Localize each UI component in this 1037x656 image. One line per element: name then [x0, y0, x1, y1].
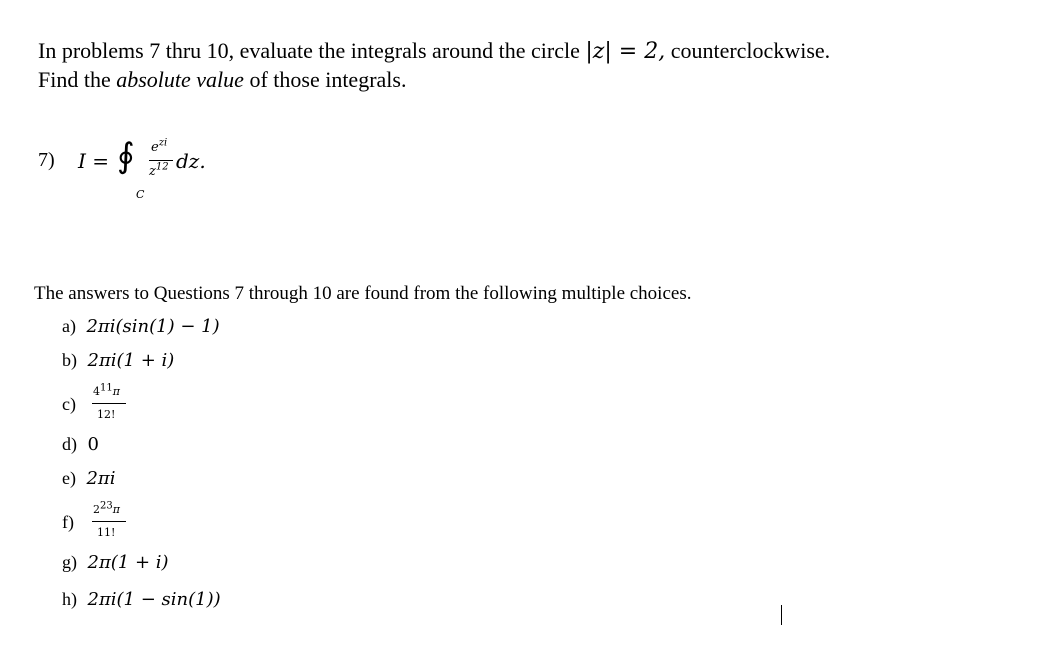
choice-g [62, 552, 169, 573]
choice-numerator: 223π [93, 500, 120, 516]
integral-lhs: I = [78, 149, 110, 173]
choice-letter: h) [62, 589, 77, 609]
instruction-line-1 [38, 38, 830, 65]
fraction-bar [92, 521, 126, 522]
fraction-bar [92, 403, 126, 404]
instruction-line-2 [38, 67, 406, 93]
denominator-exponent: 12 [155, 161, 169, 173]
differential: dz. [176, 149, 206, 173]
choice-expression: 2πi [86, 468, 116, 489]
emphasis-absolute-value: absolute value [116, 67, 244, 92]
choices-intro: The answers to Questions 7 through 10 are found from the following multiple choices. [34, 283, 692, 304]
instruction-text-end: of those integrals. [243, 67, 407, 92]
choice-letter: b) [62, 350, 77, 370]
integrand-denominator [149, 161, 169, 179]
choice-d [62, 434, 99, 455]
choice-expression: 2πi(sin(1) − 1) [86, 316, 220, 337]
choice-b [62, 350, 174, 371]
question-number: 7) [38, 149, 55, 171]
choice-expression: 2πi(1 + i) [87, 350, 175, 371]
denominator-base: z [149, 164, 156, 179]
choice-letter: c) [62, 394, 76, 414]
choice-letter: a) [62, 316, 76, 336]
choice-letter: d) [62, 434, 77, 454]
circle-condition: |z| = 2, [585, 39, 666, 64]
choice-expression: 2π(1 + i) [87, 552, 169, 573]
numerator-base: e [151, 140, 159, 155]
choice-denominator: 12! [97, 408, 116, 421]
choice-denominator: 11! [97, 526, 116, 539]
choice-letter: g) [62, 552, 77, 572]
choice-expression: 2πi(1 − sin(1)) [87, 589, 221, 610]
choice-a [62, 316, 220, 337]
text-cursor [781, 605, 782, 625]
choice-letter: f) [62, 512, 74, 532]
instruction-text: Find the [38, 67, 117, 92]
choice-numerator: 411π [93, 382, 120, 398]
integrand-numerator [151, 137, 168, 155]
contour-integral-symbol: ∮ [117, 136, 135, 176]
instruction-text-end: counterclockwise. [665, 38, 831, 63]
choice-letter: e) [62, 468, 76, 488]
numerator-exponent: zi [158, 137, 168, 149]
choice-h [62, 589, 221, 610]
choice-expression: 0 [87, 434, 99, 455]
contour-label: C [136, 188, 145, 201]
instruction-text: In problems 7 thru 10, evaluate the integrals around the circle [38, 38, 586, 63]
choice-e [62, 468, 116, 489]
